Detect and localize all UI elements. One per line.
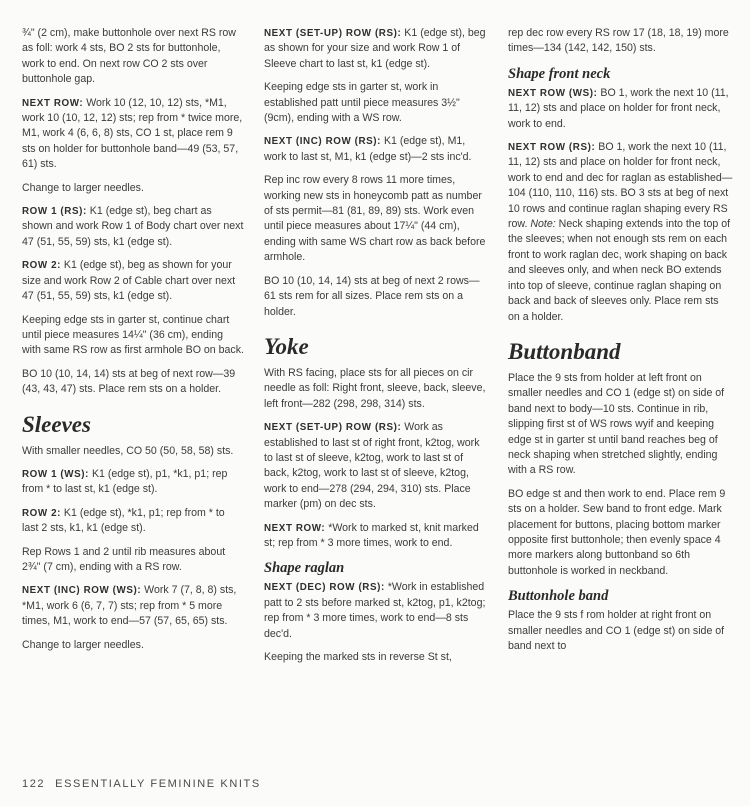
row-label: NEXT ROW: — [22, 97, 84, 109]
paragraph: NEXT ROW (WS): BO 1, work the next 10 (11, 11, 12) sts and place on holder for front neck, work to end. — [508, 86, 729, 130]
paragraph: Keeping edge sts in garter st, continue chart until piece measures 14¼" (36 cm), ending with same RS row as first armhole BO on back. — [22, 313, 244, 357]
paragraph: With RS facing, place sts for all pieces on cir needle as foll: Right front, sleeve, back, sleeve, left front—282 (298, 298, 314) sts. — [264, 366, 486, 410]
section-heading-yoke: Yoke — [264, 333, 309, 359]
paragraph: NEXT (DEC) ROW (RS): *Work in established patt to 2 sts before marked st, k2tog, p1, k2tog; rep from * 3 more times, work to end—8 sts dec'd. — [264, 581, 486, 640]
page-number: 122 — [22, 778, 46, 790]
paragraph: Rep inc row every 8 rows 11 more times, working new sts in honeycomb patt as number of sts permit—81 (81, 89, 89) sts. Work even until piece measures about 17¼" (44 cm), ending with same WS chart row as back before armhole. — [264, 174, 486, 264]
paragraph: Place the 9 sts f rom holder at right front on smaller needles and CO 1 (edge st) on side of band next to — [508, 609, 725, 652]
paragraph: Change to larger needles. — [22, 181, 144, 194]
paragraph: BO 10 (10, 14, 14) sts at beg of next 2 rows—61 sts rem for all sizes. Place rem sts on a holder. — [264, 274, 480, 318]
row-label: ROW 2: — [22, 507, 61, 519]
paragraph: Place the 9 sts from holder at left front on smaller needles and CO 1 (edge st) on side of band next to body—10 sts. Continue in rib, slipping first st of WS rows wyif and keeping edge st in garter st until band reaches beg of neck shaping when stretched slightly, ending with a RS row. — [508, 371, 725, 477]
paragraph: NEXT ROW (RS): BO 1, work the next 10 (11, 11, 12) sts and place on holder for front neck, work to end and dec for raglan as established—104 (110, 110, 116) sts. BO 3 sts at beg of next 10 rows and continue raglan shaping every RS row. Note: Neck shaping extends into the top of the sleeves; when not enough sts rem on each front to work raglan dec, work shaping on back and sleeves only, and when neck BO extends into top of sleeve, continue raglan shaping on back and back of sleeves only. Place rem sts on a holder. — [508, 141, 733, 323]
paragraph: NEXT (SET-UP) ROW (RS): Work as established to last st of right front, k2tog, work to last st of sleeve, k2tog, work to last st of back, k2tog, work to last st of sleeve, k2tog, work to end—278 (294, 294, 310) sts. Place marker (pm) on dec sts. — [264, 421, 480, 511]
row-label: ROW 1 (WS): — [22, 468, 90, 480]
row-label: NEXT (SET-UP) ROW (RS): — [264, 422, 402, 434]
paragraph: ROW 2: K1 (edge st), beg as shown for your size and work Row 2 of Cable chart over next 47 (51, 55, 59) sts, k1 (edge st). — [22, 259, 236, 303]
row-label: NEXT ROW (WS): — [508, 87, 598, 99]
subheading-buttonhole-band: Buttonhole band — [508, 588, 609, 605]
paragraph: NEXT ROW: Work 10 (12, 10, 12) sts, *M1, work 10 (10, 12, 12) sts; rep from * twice more, M1, work 4 (6, 6, 8) sts, CO 1 st, place rem 9 sts on holder for buttonhole band—49 (53, 57, 61) sts. — [22, 96, 243, 171]
row-label: NEXT (DEC) ROW (RS): — [264, 582, 385, 594]
row-label: NEXT ROW (RS): — [508, 142, 596, 154]
paragraph: NEXT (INC) ROW (WS): Work 7 (7, 8, 8) sts, *M1, work 6 (6, 7, 7) sts; rep from * 5 more times, M1, work to end—57 (57, 65, 65) sts. — [22, 584, 237, 628]
paragraph: Rep Rows 1 and 2 until rib measures about 2¾" (7 cm), ending with a RS row. — [22, 545, 226, 573]
note-label: Note: — [530, 218, 556, 231]
row-label: ROW 1 (RS): — [22, 206, 87, 218]
paragraph: BO edge st and then work to end. Place rem 9 sts on a holder. Sew band to front edge. Mark placement for buttons, placing bottom marker opposite first buttonhole; then evenly space 4 more markers along buttonband so 6th buttonhole is worked in neckband. — [508, 487, 726, 577]
paragraph: ¾" (2 cm), make buttonhole over next RS row as foll: work 4 sts, BO 2 sts for buttonhole, work to end. On next row CO 2 sts over buttonhole gap. — [22, 27, 236, 86]
paragraph: With smaller needles, CO 50 (50, 58, 58) sts. — [22, 444, 234, 457]
paragraph: BO 10 (10, 14, 14) sts at beg of next row—39 (43, 43, 47) sts. Place rem sts on a holder. — [22, 367, 236, 396]
row-label: NEXT (INC) ROW (RS): — [264, 136, 382, 148]
book-title: ESSENTIALLY FEMININE KNITS — [55, 778, 261, 790]
paragraph: NEXT (INC) ROW (RS): K1 (edge st), M1, work to last st, M1, k1 (edge st)—2 sts inc'd. — [264, 135, 472, 163]
column-right — [508, 26, 733, 662]
paragraph: ROW 1 (WS): K1 (edge st), p1, *k1, p1; rep from * to last st, k1 (edge st). — [22, 467, 228, 496]
paragraph: rep dec row every RS row 17 (18, 18, 19) more times—134 (142, 142, 150) sts. — [508, 27, 729, 55]
subheading-shape-raglan: Shape raglan — [264, 560, 345, 577]
paragraph: Keeping the marked sts in reverse St st, — [264, 651, 452, 663]
row-label: NEXT (INC) ROW (WS): — [22, 585, 142, 597]
section-heading-buttonband: Buttonband — [508, 338, 621, 364]
section-heading-sleeves: Sleeves — [22, 411, 91, 437]
row-label: ROW 2: — [22, 260, 61, 272]
row-label: NEXT ROW: — [264, 522, 326, 534]
subheading-shape-front-neck: Shape front neck — [508, 65, 611, 82]
page-footer — [22, 777, 261, 792]
paragraph: NEXT ROW: *Work to marked st, knit marked st; rep from * 3 more times, work to end. — [264, 521, 479, 549]
paragraph: ROW 2: K1 (edge st), *k1, p1; rep from * to last 2 sts, k1, k1 (edge st). — [22, 506, 225, 535]
column-left — [22, 26, 244, 661]
paragraph: Change to larger needles. — [22, 638, 144, 651]
paragraph: Keeping edge sts in garter st, work in established patt until piece measures 3½" (9cm), ending with a WS row. — [264, 81, 460, 125]
paragraph: NEXT (SET-UP) ROW (RS): K1 (edge st), beg as shown for your size and work Row 1 of Sleeve chart to last st, k1 (edge st). — [264, 27, 486, 70]
paragraph: ROW 1 (RS): K1 (edge st), beg chart as shown and work Row 1 of Body chart over next 47 (51, 55, 59) sts, k1 (edge st). — [22, 205, 244, 248]
row-label: NEXT (SET-UP) ROW (RS): — [264, 28, 402, 39]
column-middle — [264, 26, 489, 673]
